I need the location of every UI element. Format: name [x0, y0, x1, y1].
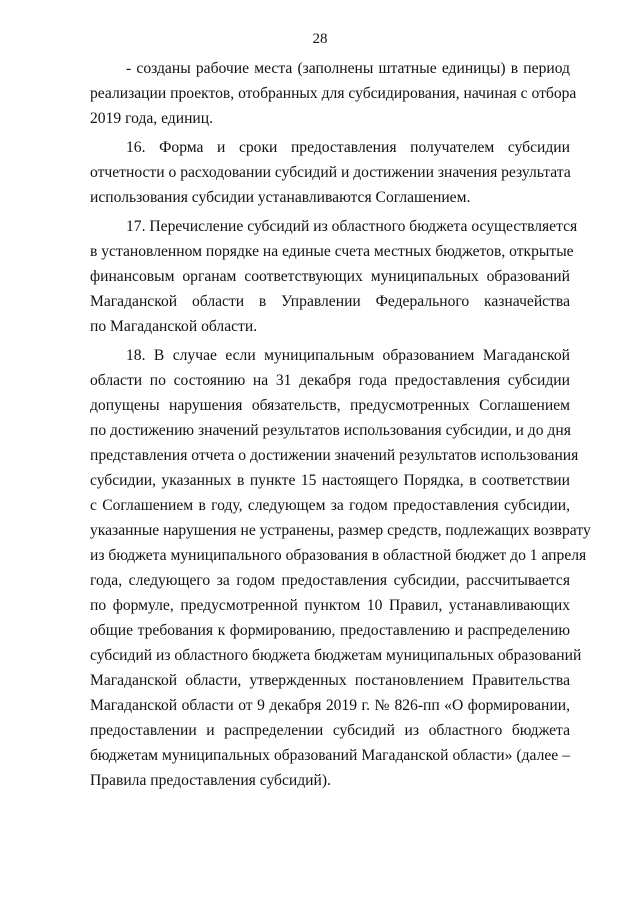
paragraph-18 [90, 343, 591, 793]
text-line: 17. Перечисление субсидий из областного бюджета осуществляется [126, 218, 578, 235]
text-line: Правила предоставления субсидий). [90, 772, 331, 789]
text-line: субсидий из областного бюджета бюджетам муниципальных образований [90, 647, 582, 664]
text-line: Магаданской области, утвержденных постановлением Правительства [90, 672, 570, 689]
page-number: 28 [312, 31, 328, 47]
text-line: представления отчета о достижении значений результатов использования [90, 447, 579, 464]
text-line: области по состоянию на 31 декабря года предоставления субсидии [90, 372, 570, 389]
text-line: финансовым органам соответствующих муниципальных образований [90, 268, 570, 285]
text-line: Магаданской области от 9 декабря 2019 г. № 826-пп «О формировании, [90, 697, 570, 714]
text-line: года, следующего за годом предоставления субсидии, рассчитывается [90, 572, 570, 589]
text-line: использования субсидии устанавливаются Соглашением. [90, 189, 471, 206]
text-line: бюджетам муниципальных образований Магаданской области» (далее – [90, 747, 570, 764]
text-line: с Соглашением в году, следующем за годом предоставления субсидии, [90, 497, 570, 514]
text-line: по Магаданской области. [90, 318, 258, 335]
document-body [90, 56, 591, 793]
text-line: из бюджета муниципального образования в областной бюджет до 1 апреля [90, 547, 587, 564]
text-line: по достижению значений результатов использования субсидии, и до дня [90, 422, 571, 439]
paragraph-16 [90, 135, 570, 210]
text-line: общие требования к формированию, предоставлению и распределению [90, 622, 570, 639]
text-line: субсидии, указанных в пункте 15 настоящего Порядка, в соответствии [90, 472, 570, 489]
text-line: предоставлении и распределении субсидий из областного бюджета [90, 722, 570, 739]
paragraph-workplaces [90, 56, 577, 131]
text-line: 16. Форма и сроки предоставления получателем субсидии [126, 139, 570, 156]
text-line: Магаданской области в Управлении Федерального казначейства [90, 293, 570, 310]
text-line: в установленном порядке на единые счета местных бюджетов, открытые [90, 243, 574, 260]
text-line: 18. В случае если муниципальным образованием Магаданской [126, 347, 570, 364]
text-line: - созданы рабочие места (заполнены штатные единицы) в период [126, 60, 570, 77]
text-line: по формуле, предусмотренной пунктом 10 Правил, устанавливающих [90, 597, 570, 614]
text-line: 2019 года, единиц. [90, 110, 214, 127]
paragraph-17 [90, 214, 578, 339]
text-line: допущены нарушения обязательств, предусмотренных Соглашением [90, 397, 570, 414]
text-line: реализации проектов, отобранных для субсидирования, начиная с отбора [90, 85, 577, 102]
text-line: отчетности о расходовании субсидий и достижении значения результата [90, 164, 571, 181]
text-line: указанные нарушения не устранены, размер средств, подлежащих возврату [90, 522, 591, 539]
